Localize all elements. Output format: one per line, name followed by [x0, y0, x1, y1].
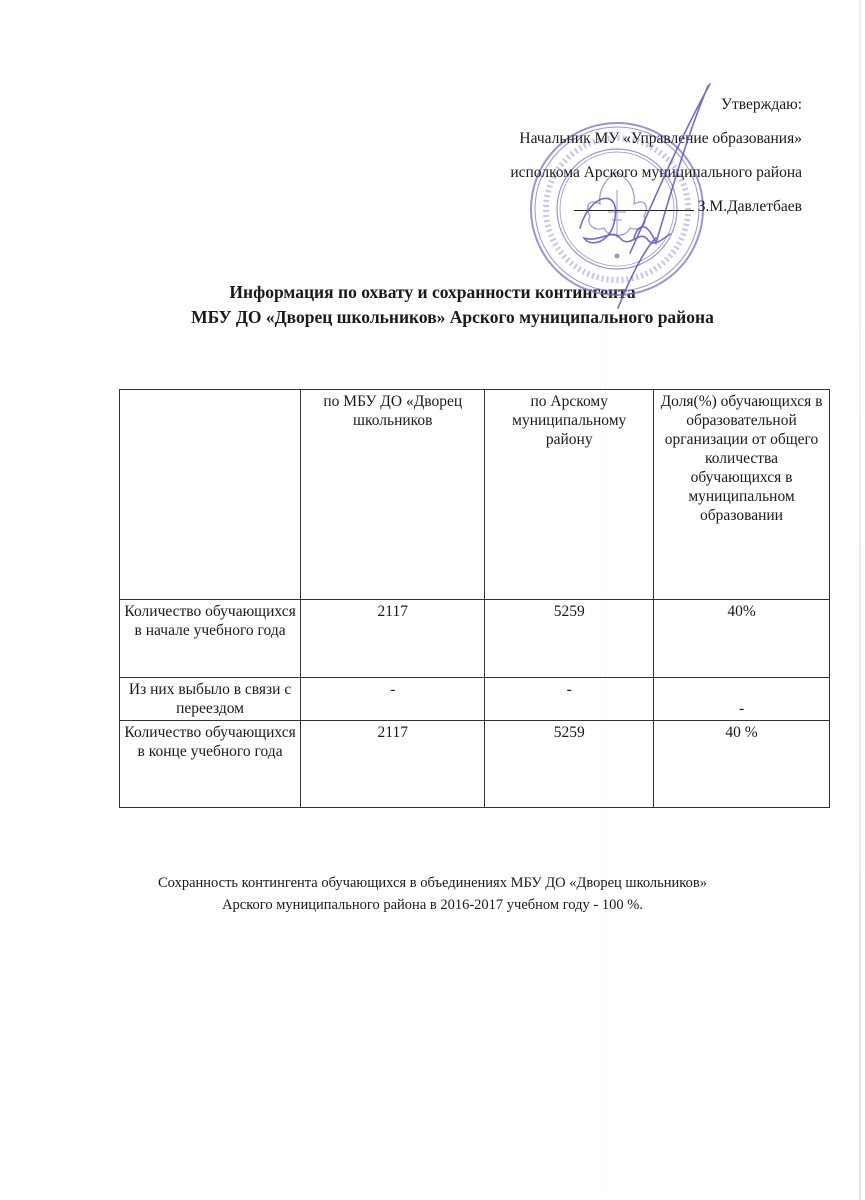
cell-school-count: 2117 — [301, 721, 485, 808]
cell-district-count: - — [485, 678, 654, 721]
summary-line-1: Сохранность контингента обучающихся в объединениях МБУ ДО «Дворец школьников» — [158, 875, 707, 891]
title-line-2: МБУ ДО «Дворец школьников» Арского муниципального района — [191, 307, 714, 327]
row-label: Количество обучающихся в конце учебного года — [120, 721, 301, 808]
header-share: Доля(%) обучающихся в образовательной организации от общего количества обучающихся в муниципальном образовании — [654, 390, 830, 600]
cell-share: 40 % — [654, 721, 830, 808]
header-school: по МБУ ДО «Дворец школьников — [301, 390, 485, 600]
row-label: Количество обучающихся в начале учебного года — [120, 600, 301, 678]
document-title — [0, 280, 865, 330]
approver-signature-line — [510, 190, 802, 224]
table-row — [120, 678, 830, 721]
header-empty-cell — [120, 390, 301, 600]
approval-label: Утверждаю: — [721, 96, 802, 113]
cell-school-count: - — [301, 678, 485, 721]
approval-block — [510, 88, 802, 224]
approver-position-line2: исполкома Арского муниципального района — [510, 164, 802, 181]
cell-school-count: 2117 — [301, 600, 485, 678]
approver-name: З.М.Давлетбаев — [697, 198, 802, 215]
retention-summary — [0, 872, 865, 916]
approver-position-line1: Начальник МУ «Управление образования» — [519, 130, 802, 147]
header-district: по Арскому муниципальному району — [485, 390, 654, 600]
cell-district-count: 5259 — [485, 721, 654, 808]
table-row — [120, 721, 830, 808]
cell-district-count: 5259 — [485, 600, 654, 678]
signature-underline — [574, 200, 694, 211]
table-row — [120, 600, 830, 678]
cell-share: 40% — [654, 600, 830, 678]
row-label: Из них выбыло в связи с переездом — [120, 678, 301, 721]
table-header-row — [120, 390, 830, 600]
cell-share: - — [654, 678, 830, 721]
contingent-table — [119, 389, 830, 808]
summary-line-2: Арского муниципального района в 2016-2017 учебном году - 100 %. — [222, 897, 643, 913]
page-edge — [859, 0, 861, 1200]
title-line-1: Информация по охвату и сохранности контингента — [229, 282, 636, 302]
